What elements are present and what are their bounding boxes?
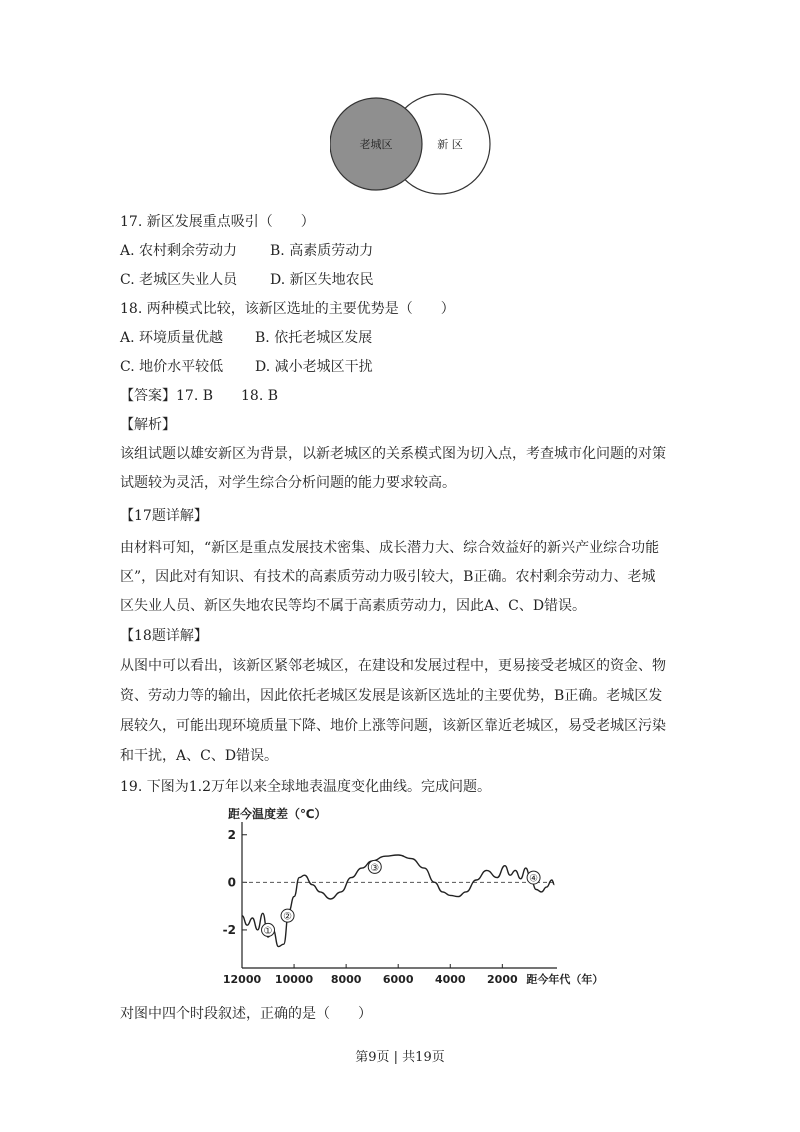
q18-option-b: B. 依托老城区发展	[255, 330, 373, 346]
answer-line: 【答案】17. B 18. B	[120, 388, 279, 404]
detail18-line: 和干扰，A、C、D错误。	[120, 748, 279, 764]
period-marker-label: ④	[529, 873, 539, 885]
detail18-line: 展较久，可能出现环境质量下降、地价上涨等问题，该新区靠近老城区，易受老城区污染	[120, 718, 666, 734]
x-axis-label: 距今年代（年）	[526, 973, 604, 985]
q19-stem: 19. 下图为1.2万年以来全球地表温度变化曲线。完成问题。	[120, 779, 491, 795]
q18-option-c: C. 地价水平较低	[120, 359, 224, 375]
detail17-line: 区”，因此对有知识、有技术的高素质劳动力吸引较大，B正确。农村剩余劳动力、老城	[120, 569, 656, 585]
temperature-curve	[242, 855, 554, 947]
y-tick-label: 0	[227, 875, 236, 890]
q17-option-c: C. 老城区失业人员	[120, 272, 238, 288]
old-city-label: 老城区	[359, 138, 393, 151]
q18-stem: 18. 两种模式比较，该新区选址的主要优势是（ ）	[120, 301, 455, 317]
detail18-heading: 【18题详解】	[120, 628, 208, 644]
q17-option-d: D. 新区失地农民	[270, 272, 374, 288]
temperature-chart	[212, 800, 612, 985]
y-tick-label: -2	[222, 922, 236, 937]
x-tick-label: 2000	[487, 973, 518, 985]
period-marker-label: ②	[283, 911, 293, 923]
detail17-line: 由材料可知，“新区是重点发展技术密集、成长潜力大、综合效益好的新兴产业综合功能	[120, 540, 660, 556]
x-tick-label: 6000	[382, 973, 414, 985]
analysis-line: 试题较为灵活，对学生综合分析问题的能力要求较高。	[120, 475, 456, 491]
q18-option-d: D. 减小老城区干扰	[255, 359, 373, 375]
detail18-line: 从图中可以看出，该新区紧邻老城区，在建设和发展过程中，更易接受老城区的资金、物	[120, 658, 666, 674]
q18-option-a: A. 环境质量优越	[120, 330, 224, 346]
q17-stem: 17. 新区发展重点吸引（ ）	[120, 214, 315, 230]
page-footer: 第9页 | 共19页	[355, 1050, 445, 1065]
x-tick-label: 8000	[330, 973, 362, 985]
analysis-heading: 【解析】	[120, 417, 176, 433]
detail18-line: 资、劳动力等的输出，因此依托老城区发展是该新区选址的主要优势，B正确。老城区发	[120, 688, 663, 704]
q17-option-a: A. 农村剩余劳动力	[120, 243, 238, 259]
x-tick-label: 12000	[222, 973, 262, 985]
y-tick-label: 2	[227, 827, 236, 842]
q19-question: 对图中四个时段叙述，正确的是（ ）	[120, 1006, 372, 1022]
y-axis-label: 距今温度差（℃）	[228, 807, 327, 821]
analysis-line: 该组试题以雄安新区为背景，以新老城区的关系模式图为切入点，考查城市化问题的对策	[120, 446, 666, 462]
x-tick-label: 10000	[274, 973, 314, 985]
period-marker-label: ①	[263, 925, 273, 937]
detail17-heading: 【17题详解】	[120, 508, 208, 524]
x-tick-label: 4000	[434, 973, 466, 985]
q17-option-b: B. 高素质劳动力	[270, 243, 374, 259]
new-district-label: 新 区	[437, 138, 463, 151]
detail17-line: 区失业人员、新区失地农民等均不属于高素质劳动力，因此A、C、D错误。	[120, 598, 587, 614]
city-relation-diagram	[330, 92, 500, 200]
period-marker-label: ③	[370, 862, 380, 874]
chart-layer	[223, 806, 604, 985]
